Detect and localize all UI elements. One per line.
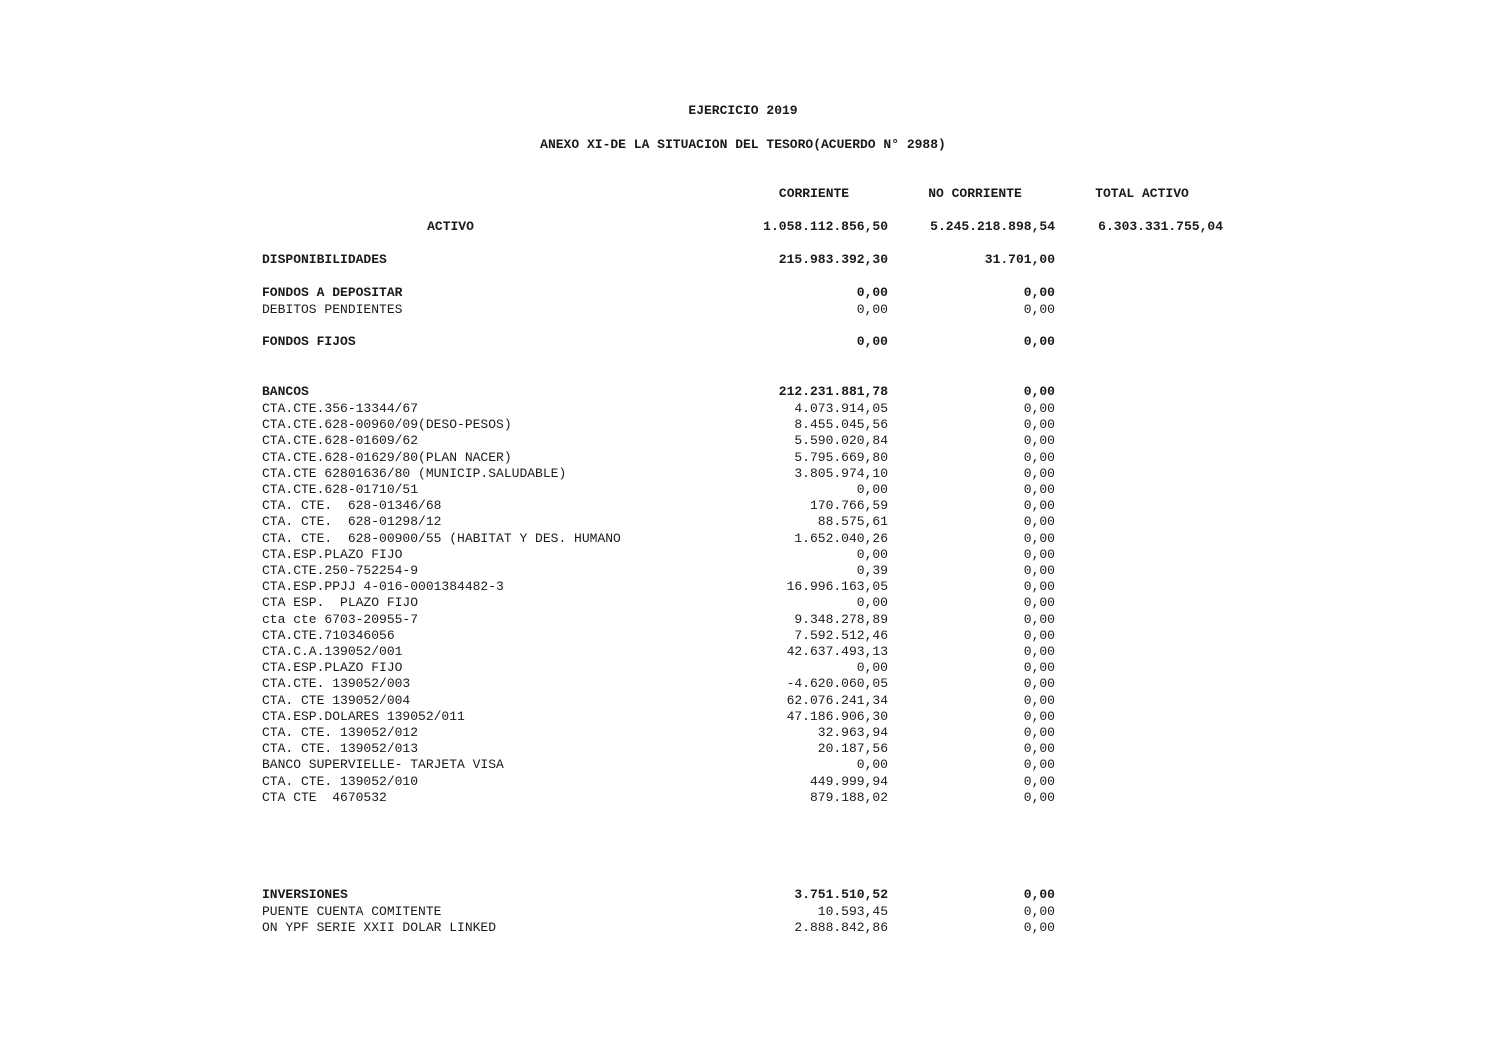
account-row [0,904,1497,920]
inversiones-label: INVERSIONES [262,887,348,902]
fondos-a-depositar-label: FONDOS A DEPOSITAR [262,285,403,300]
account-label: CTA.ESP.PLAZO FIJO [262,546,403,562]
account-no-corriente: 0,00 [1023,757,1055,773]
account-corriente: 0,00 [856,482,888,497]
account-no-corriente: 0,00 [1023,433,1055,449]
account-label: CTA. CTE 139052/004 [262,692,411,708]
column-header-no-corriente: NO CORRIENTE [928,186,1022,201]
account-row [0,595,1497,611]
account-label: CTA.CTE. 139052/003 [262,676,411,692]
account-corriente: 62.076.241,34 [786,692,888,708]
account-no-corriente: 0,00 [1023,530,1055,546]
account-label: CTA.CTE.250-752254-9 [262,563,419,578]
account-label: CTA. CTE. 139052/013 [262,741,419,757]
account-corriente: 879.188,02 [809,789,888,805]
debitos-pendientes-no-corriente: 0,00 [1023,302,1055,317]
account-row [0,709,1497,725]
account-corriente: 449.999,94 [809,773,888,789]
debitos-pendientes-label: DEBITOS PENDIENTES [262,302,403,317]
fondos-fijos-row [0,334,1497,350]
account-row [0,579,1497,595]
fondos-fijos-corriente: 0,00 [856,334,888,349]
account-corriente: 0,00 [856,660,888,676]
account-no-corriente: 0,00 [1023,920,1055,936]
account-no-corriente: 0,00 [1023,741,1055,757]
account-no-corriente: 0,00 [1023,660,1055,676]
account-no-corriente: 0,00 [1023,725,1055,740]
account-row [0,644,1497,660]
disponibilidades-label: DISPONIBILIDADES [262,252,387,267]
account-label: CTA.ESP.PPJJ 4-016-0001384482-3 [262,579,504,595]
account-corriente: 4.073.914,05 [794,401,888,416]
account-row [0,660,1497,676]
account-label: CTA. CTE. 628-01298/12 [262,514,442,530]
account-row [0,790,1497,806]
account-row [0,612,1497,628]
account-no-corriente: 0,00 [1023,644,1055,659]
activo-corriente: 1.058.112.856,50 [763,219,888,234]
fondos-a-depositar-row [0,285,1497,301]
account-label: CTA. CTE. 139052/010 [262,773,419,789]
account-no-corriente: 0,00 [1023,627,1055,643]
account-no-corriente: 0,00 [1023,708,1055,724]
account-no-corriente: 0,00 [1023,789,1055,805]
account-corriente: 9.348.278,89 [794,611,888,627]
debitos-pendientes-row [0,302,1497,318]
account-no-corriente: 0,00 [1023,692,1055,708]
account-label: CTA.CTE.710346056 [262,627,395,643]
account-no-corriente: 0,00 [1023,417,1055,433]
activo-label: ACTIVO [427,219,474,234]
account-no-corriente: 0,00 [1023,449,1055,465]
account-row [0,514,1497,530]
report-title: EJERCICIO 2019 [688,103,798,118]
activo-total: 6.303.331.755,04 [1098,219,1223,234]
account-row [0,741,1497,757]
bancos-corriente: 212.231.881,78 [778,384,888,399]
account-no-corriente: 0,00 [1023,676,1055,692]
account-label: CTA. CTE. 628-01346/68 [262,498,442,514]
inversiones-row [0,887,1497,903]
bancos-no-corriente: 0,00 [1023,384,1055,399]
bancos-label: BANCOS [262,384,309,399]
account-row [0,417,1497,433]
account-corriente: 170.766,59 [809,498,888,514]
fondos-a-depositar-no-corriente: 0,00 [1023,285,1055,300]
account-label: CTA.CTE 62801636/80 (MUNICIP.SALUDABLE) [262,465,567,481]
account-corriente: 7.592.512,46 [794,627,888,643]
inversiones-corriente: 3.751.510,52 [794,887,888,902]
account-no-corriente: 0,00 [1023,773,1055,789]
activo-no-corriente: 5.245.218.898,54 [930,219,1055,234]
account-row [0,757,1497,773]
account-no-corriente: 0,00 [1023,465,1055,481]
fondos-a-depositar-corriente: 0,00 [856,285,888,300]
account-label: CTA.CTE.628-01710/51 [262,482,419,497]
column-header-total-activo: TOTAL ACTIVO [1095,186,1189,201]
account-row [0,482,1497,498]
account-corriente: 0,00 [856,546,888,562]
account-corriente: 32.963,94 [817,725,888,740]
account-label: ON YPF SERIE XXII DOLAR LINKED [262,920,497,936]
account-row [0,628,1497,644]
account-corriente: 42.637.493,13 [786,644,888,659]
account-row [0,547,1497,563]
account-no-corriente: 0,00 [1023,563,1055,578]
account-corriente: 8.455.045,56 [794,417,888,433]
activo-row [0,219,1497,235]
account-corriente: 88.575,61 [817,514,888,530]
account-row [0,450,1497,466]
account-row [0,563,1497,579]
account-label: CTA.ESP.PLAZO FIJO [262,660,403,676]
account-label: CTA CTE 4670532 [262,789,387,805]
account-row [0,531,1497,547]
disponibilidades-no-corriente: 31.701,00 [984,252,1055,267]
debitos-pendientes-corriente: 0,00 [856,302,888,317]
account-row [0,433,1497,449]
account-no-corriente: 0,00 [1023,595,1055,611]
account-row [0,725,1497,741]
account-corriente: 5.590.020,84 [794,433,888,449]
account-label: CTA. CTE. 139052/012 [262,725,419,740]
account-label: CTA. CTE. 628-00900/55 (HABITAT Y DES. HUMANO [262,530,621,546]
column-header-row [0,186,1497,202]
fondos-fijos-label: FONDOS FIJOS [262,334,356,349]
account-corriente: 16.996.163,05 [786,579,888,595]
account-no-corriente: 0,00 [1023,482,1055,497]
account-label: cta cte 6703-20955-7 [262,611,419,627]
account-label: CTA.CTE.628-01629/80(PLAN NACER) [262,449,512,465]
account-no-corriente: 0,00 [1023,401,1055,416]
account-corriente: 0,00 [856,595,888,611]
account-no-corriente: 0,00 [1023,514,1055,530]
account-row [0,466,1497,482]
account-label: PUENTE CUENTA COMITENTE [262,904,442,919]
account-label: CTA.CTE.628-00960/09(DESO-PESOS) [262,417,512,433]
account-label: CTA.C.A.139052/001 [262,644,403,659]
account-corriente: 10.593,45 [817,904,888,919]
account-row [0,693,1497,709]
account-row [0,498,1497,514]
account-label: CTA.ESP.DOLARES 139052/011 [262,708,465,724]
account-corriente: 47.186.906,30 [786,708,888,724]
column-header-corriente: CORRIENTE [778,186,850,201]
account-corriente: 1.652.040,26 [794,530,888,546]
account-no-corriente: 0,00 [1023,611,1055,627]
account-no-corriente: 0,00 [1023,579,1055,595]
inversiones-no-corriente: 0,00 [1023,887,1055,902]
account-corriente: -4.620.060,05 [786,676,888,692]
account-label: BANCO SUPERVIELLE- TARJETA VISA [262,757,504,773]
account-label: CTA.CTE.356-13344/67 [262,401,419,416]
account-no-corriente: 0,00 [1023,498,1055,514]
account-label: CTA ESP. PLAZO FIJO [262,595,419,611]
account-corriente: 0,00 [856,757,888,773]
account-corriente: 3.805.974,10 [794,465,888,481]
account-corriente: 2.888.842,86 [794,920,888,936]
account-row [0,676,1497,692]
account-row [0,401,1497,417]
account-row [0,774,1497,790]
report-subtitle: ANEXO XI-DE LA SITUACION DEL TESORO(ACUERDO N° 2988) [540,137,946,152]
bancos-row [0,384,1497,400]
disponibilidades-corriente: 215.983.392,30 [778,252,888,267]
fondos-fijos-no-corriente: 0,00 [1023,334,1055,349]
account-no-corriente: 0,00 [1023,546,1055,562]
disponibilidades-row [0,252,1497,268]
account-no-corriente: 0,00 [1023,904,1055,919]
account-corriente: 20.187,56 [817,741,888,757]
account-corriente: 0,39 [856,563,888,578]
account-row [0,920,1497,936]
account-corriente: 5.795.669,80 [794,449,888,465]
account-label: CTA.CTE.628-01609/62 [262,433,419,449]
